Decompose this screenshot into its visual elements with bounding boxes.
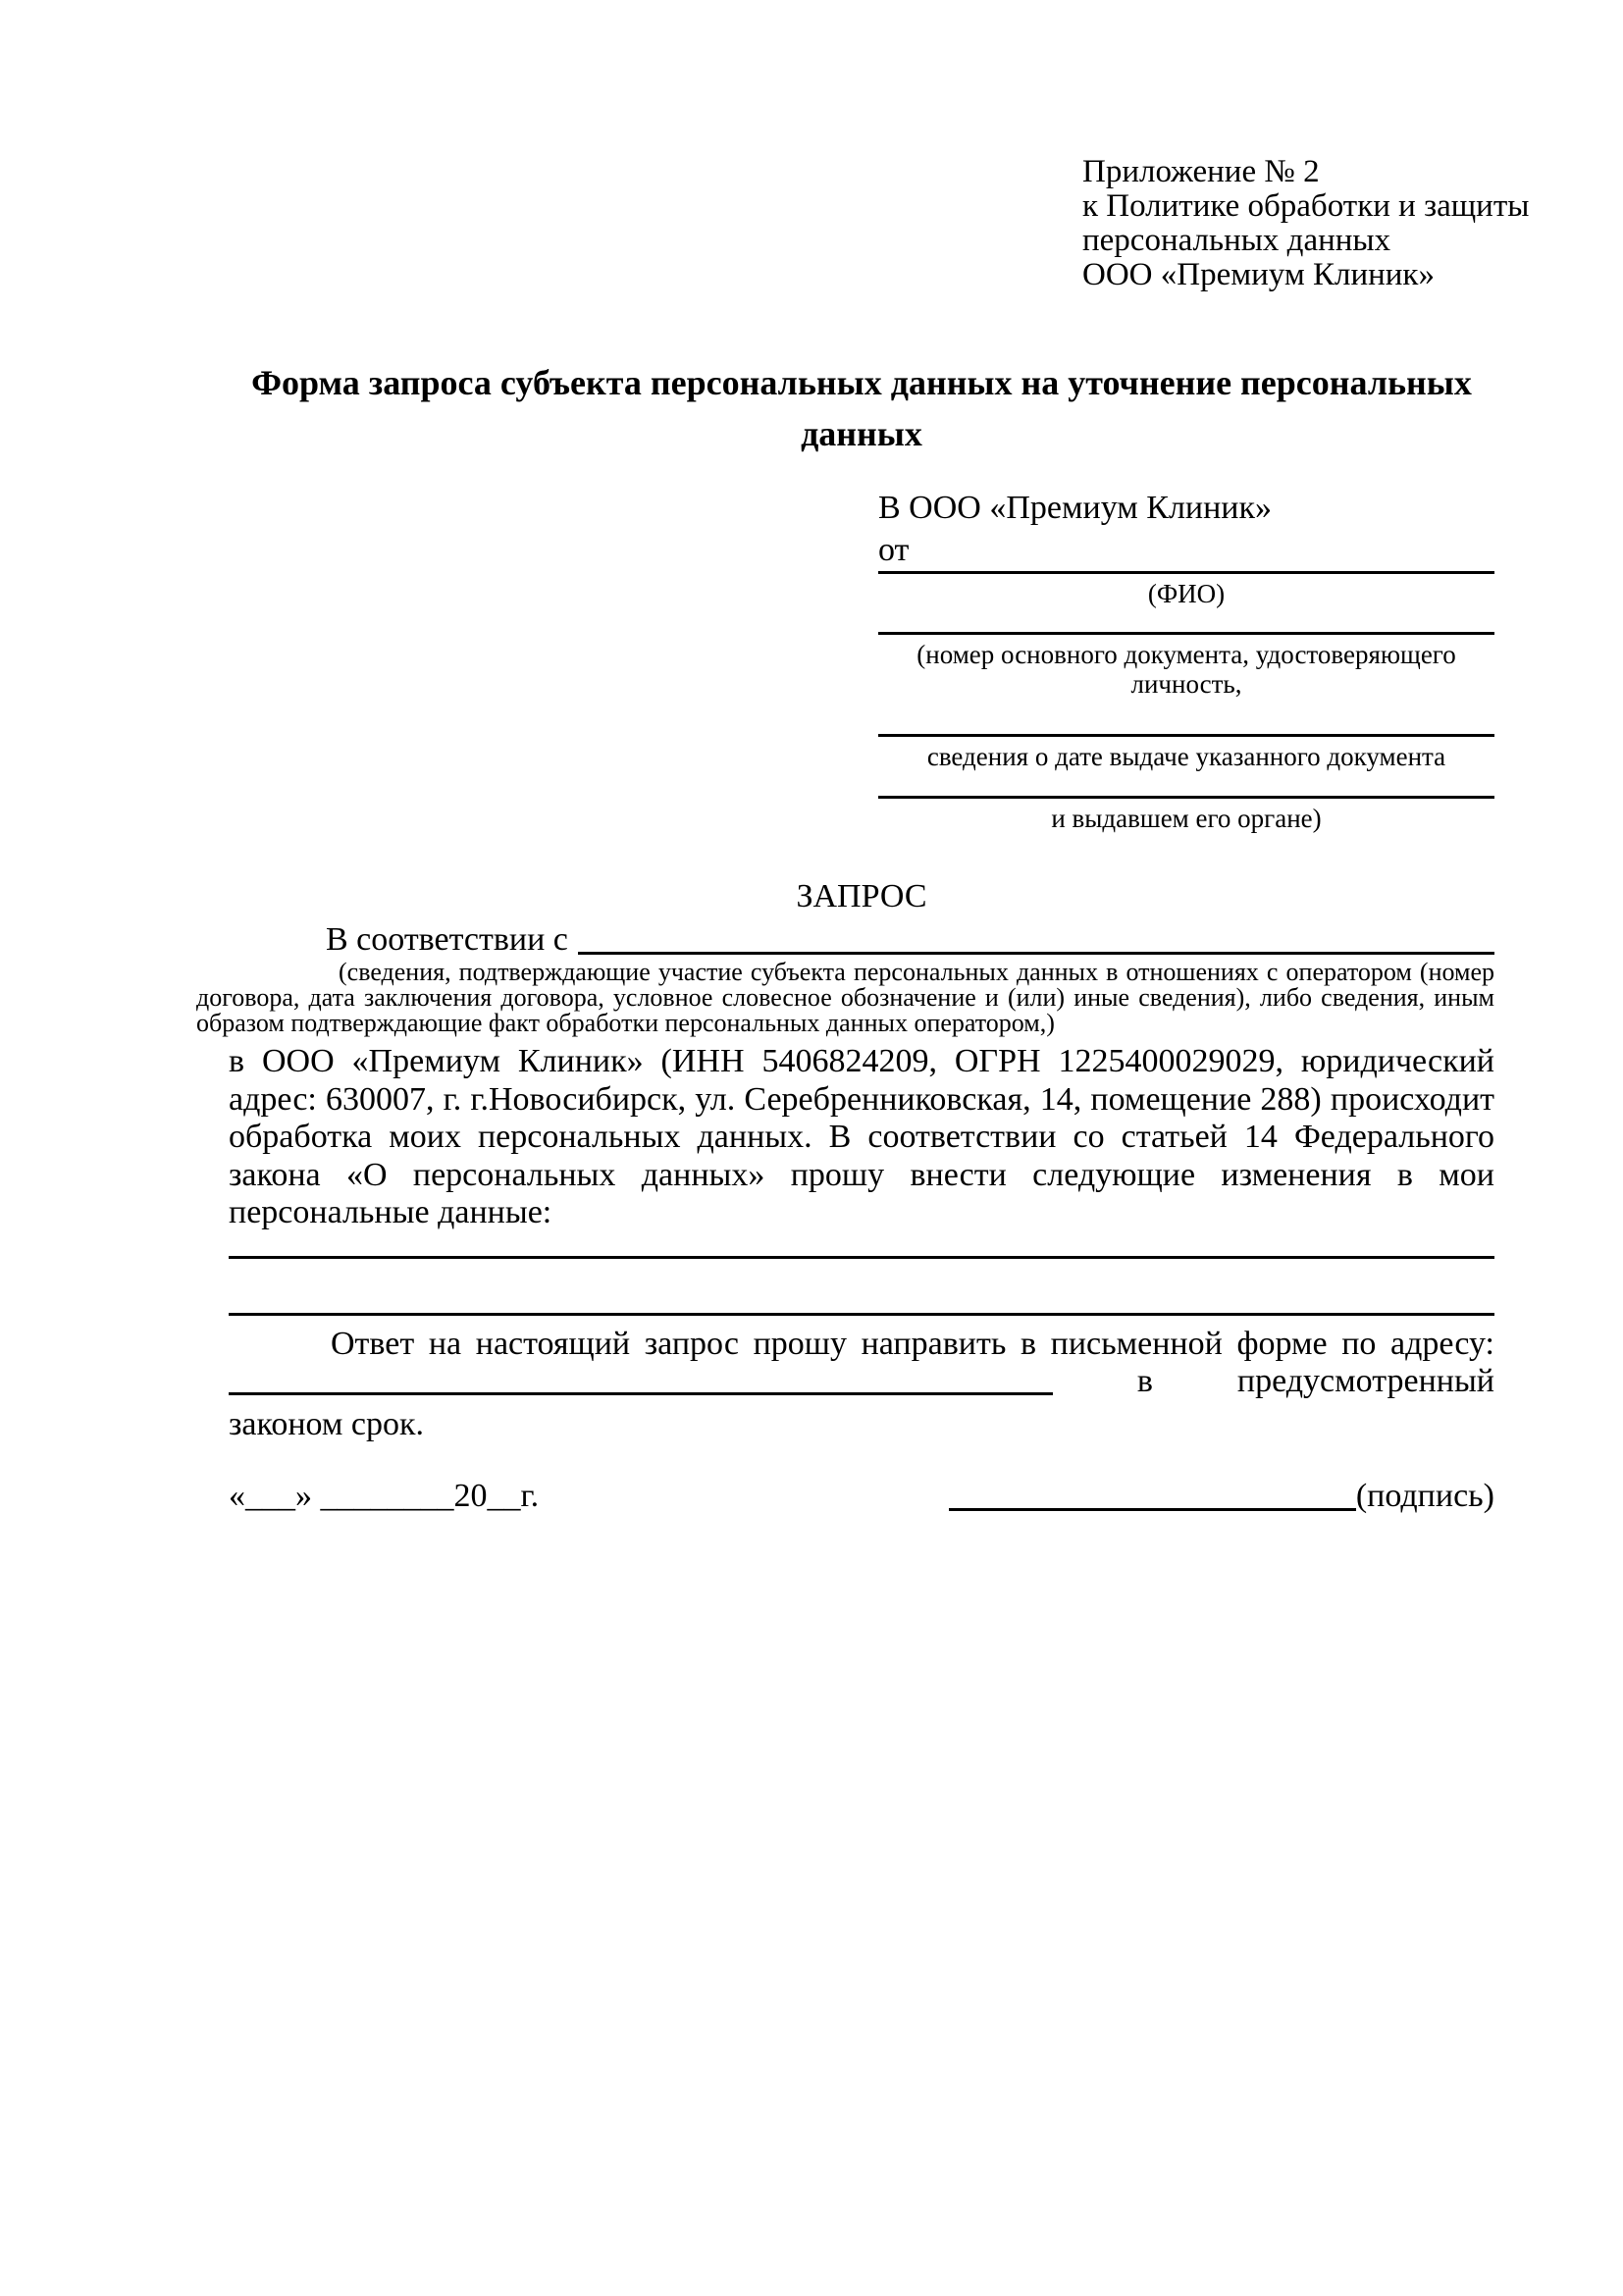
according-line: [229, 920, 1494, 960]
signature-caption: (подпись): [1355, 1477, 1494, 1514]
doc-number-caption: (номер основного документа, удостоверяющего личность,: [916, 640, 1456, 699]
signature-fill-line: [949, 1508, 1356, 1511]
footer-row: [229, 1475, 1494, 1517]
changes-fill-line-2: [229, 1313, 1494, 1316]
addressee-from: от: [878, 532, 910, 568]
doc-number-fill-line: [878, 632, 1494, 635]
answer-paragraph-line2: [229, 1363, 1494, 1400]
doc-authority-fill-line: [878, 796, 1494, 799]
address-fill-line: [229, 1392, 1053, 1395]
doc-authority-caption: и выдавшем его органе): [1051, 804, 1322, 833]
appendix-line: к Политике обработки и защиты: [1082, 188, 1530, 224]
changes-fill-line-1: [229, 1256, 1494, 1259]
doc-date-fill-line: [878, 734, 1494, 737]
form-title: Форма запроса субъекта персональных данных на уточнение персональных данных: [251, 363, 1472, 453]
date-line: «___» ________20__г.: [229, 1477, 540, 1514]
according-fill-line: [578, 920, 1494, 955]
answer-word-predusmotrenny: предусмотренный: [1236, 1362, 1494, 1399]
doc-date-caption: сведения о дате выдаче указанного документа: [926, 742, 1446, 771]
appendix-line: персональных данных: [1082, 223, 1391, 258]
appendix-line: ООО «Премиум Клиник»: [1082, 257, 1435, 292]
appendix-header: [1082, 154, 1530, 292]
according-prefix: В соответствии с: [326, 921, 568, 958]
answer-paragraph-line3: законом срок.: [229, 1405, 424, 1442]
answer-paragraph-line1: Ответ на настоящий запрос прошу направить в письменной форме по адресу:: [331, 1325, 1494, 1362]
signature-block: [949, 1475, 1494, 1517]
addressee-to: В ООО «Премиум Клиник»: [878, 490, 1273, 526]
fio-caption: (ФИО): [1147, 579, 1226, 608]
request-heading: ЗАПРОС: [796, 878, 927, 914]
fio-fill-line: [878, 571, 1494, 574]
addressee-block: [878, 487, 1494, 833]
document-content: [196, 0, 1530, 1517]
appendix-line: Приложение № 2: [1082, 154, 1320, 189]
request-body: в ООО «Премиум Клиник» (ИНН 5406824209, ОГРН 1225400029029, юридический адрес: 630007, г. г.Новосибирск, ул. Серебренниковская, 14, помещение 288) происходит обработка моих персональных данных. В соответствии со статьей 14 Федерального закона «О персональных данных» прошу внести следующие изменения в мои персональные данные:: [229, 1043, 1494, 1230]
footnote: (сведения, подтверждающие участие субъекта персональных данных в отношениях с оператором (номер договора, дата заключения договора, условное словесное обозначение и (или) иные сведения), либо сведения, иным образом подтверждающие факт обработки персональных данных оператором,): [196, 958, 1494, 1037]
answer-word-v: в: [1136, 1362, 1153, 1399]
